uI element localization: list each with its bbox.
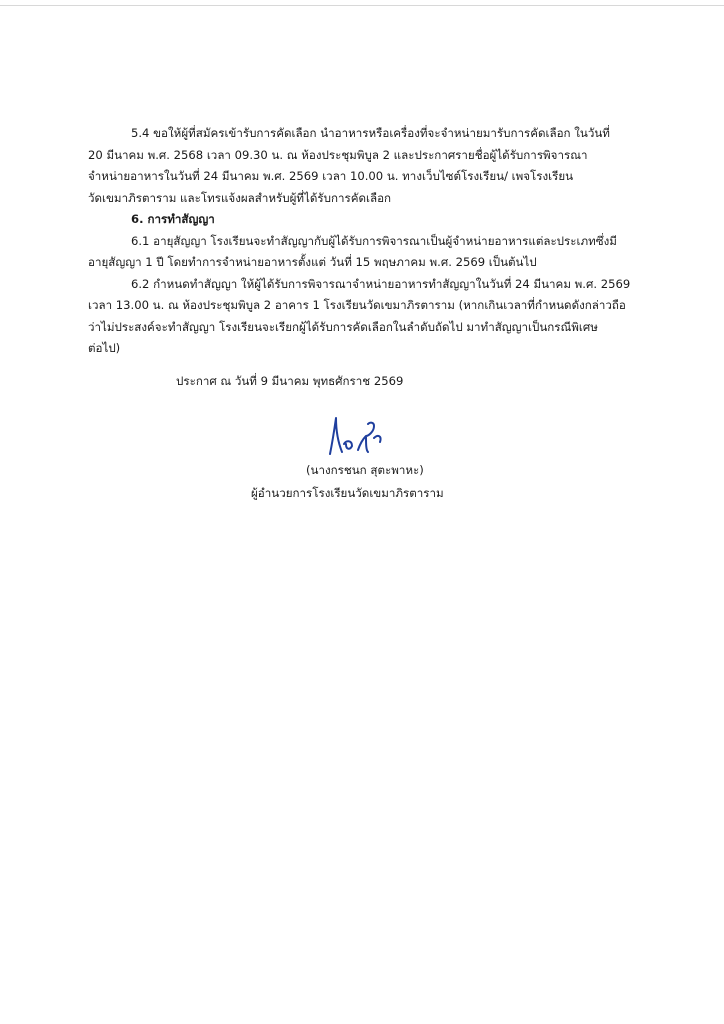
paragraph-line: อายุสัญญา 1 ปี โดยทำการจำหน่ายอาหารตั้งแต่ วันที่ 15 พฤษภาคม พ.ศ. 2569 เป็นต้นไป [88, 255, 537, 269]
paragraph-line: วัดเขมาภิรตาราม และโทรแจ้งผลสำหรับผู้ที่ได้รับการคัดเลือก [88, 190, 392, 205]
document-body [88, 123, 636, 360]
paragraph-line: ว่าไม่ประสงค์จะทำสัญญา โรงเรียนจะเรียกผู้ได้รับการคัดเลือกในลำดับถัดไป มาทำสัญญาเป็นกรณีพิเศษ [88, 319, 598, 334]
signature-image [322, 414, 392, 458]
announcement-date: ประกาศ ณ วันที่ 9 มีนาคม พุทธศักราช 2569 [176, 374, 404, 388]
top-rule [0, 5, 724, 6]
paragraph-6-2 [88, 274, 636, 360]
paragraph-5-4 [88, 123, 636, 209]
signatory-name: (นางกรชนก สุตะพาหะ) [306, 463, 424, 477]
signature-block [238, 459, 538, 505]
paragraph-line: 5.4 ขอให้ผู้ที่สมัครเข้ารับการคัดเลือก นำอาหารหรือเครื่องที่จะจำหน่ายมารับการคัดเลือก ในวันที่ [131, 126, 610, 140]
paragraph-line: ต่อไป) [88, 341, 121, 355]
paragraph-line: 6.2 กำหนดทำสัญญา ให้ผู้ได้รับการพิจารณาจำหน่ายอาหารทำสัญญาในวันที่ 24 มีนาคม พ.ศ. 2569 [131, 276, 631, 291]
section-heading-6: 6. การทำสัญญา [131, 212, 215, 226]
paragraph-6-1 [88, 231, 636, 274]
paragraph-line: 20 มีนาคม พ.ศ. 2568 เวลา 09.30 น. ณ ห้องประชุมพิบูล 2 และประกาศรายชื่อผู้ได้รับการพิจารณา [88, 147, 588, 162]
paragraph-line: จำหน่ายอาหารในวันที่ 24 มีนาคม พ.ศ. 2569 เวลา 10.00 น. ทางเว็บไซต์โรงเรียน/ เพจโรงเรียน [88, 169, 574, 183]
paragraph-line: 6.1 อายุสัญญา โรงเรียนจะทำสัญญากับผู้ได้รับการพิจารณาเป็นผู้จำหน่ายอาหารแต่ละประเภทซึ่งมี [131, 233, 617, 248]
paragraph-line: เวลา 13.00 น. ณ ห้องประชุมพิบูล 2 อาคาร 1 โรงเรียนวัดเขมาภิรตาราม (หากเกินเวลาที่กำหนดดังกล่าวถือ [88, 298, 626, 312]
signatory-position: ผู้อำนวยการโรงเรียนวัดเขมาภิรตาราม [251, 486, 444, 500]
